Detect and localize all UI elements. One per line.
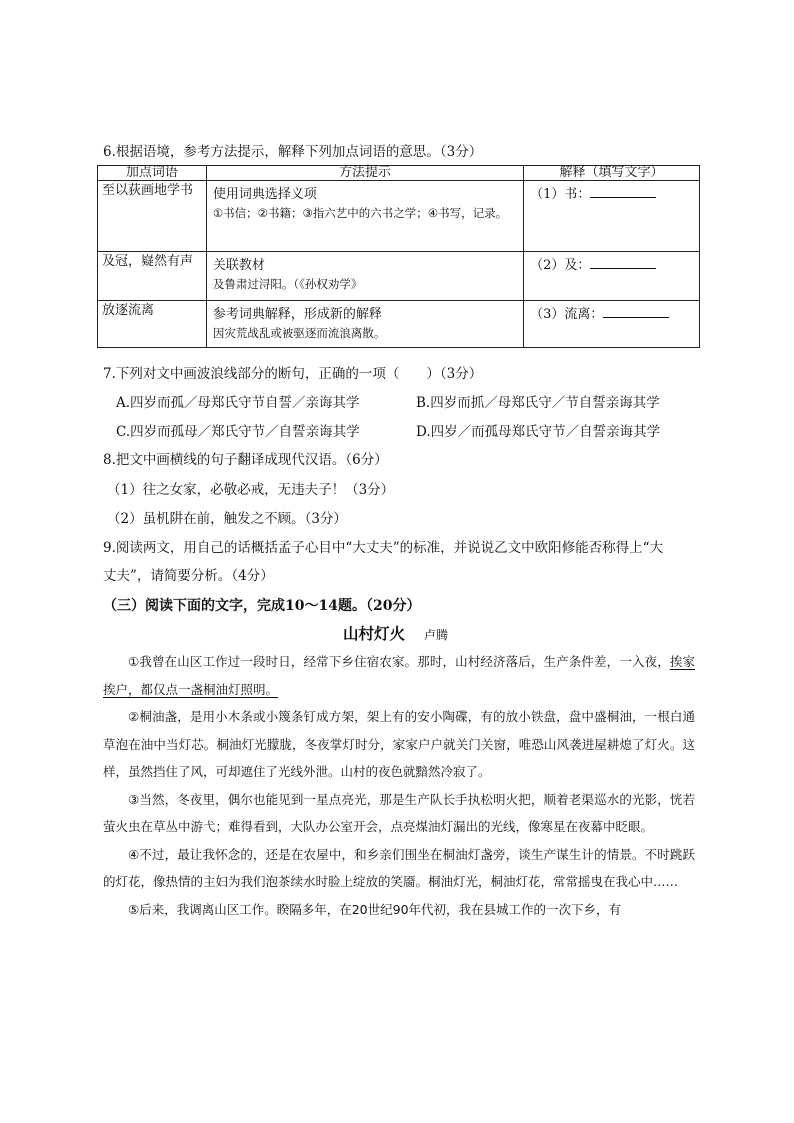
- table-row: [98, 181, 700, 252]
- header-phrase: 加点词语: [98, 166, 207, 181]
- question-8-sentence-2: （2）虽机阱在前，触发之不顾。（3分）: [107, 511, 347, 527]
- answer-blank[interactable]: [590, 185, 656, 198]
- question-9-line-1: 9.阅读两文，用自己的话概括孟子心目中“大丈夫”的标准，并说说乙文中欧阳修能否称得上“大: [103, 540, 664, 556]
- answer-blank[interactable]: [590, 256, 656, 269]
- answer-cell: [528, 252, 695, 276]
- answer-label: （1）书：: [530, 187, 591, 202]
- question-7-prompt: 7.下列对文中画波浪线部分的断句，正确的一项（ ）（3分）: [103, 366, 483, 382]
- vocab-table: [97, 165, 700, 348]
- paragraph-3: ③当然，冬夜里，偶尔也能见到一星点亮光，那是生产队长手执松明火把，顺着老渠巡水的光影，恍若萤火虫在草丛中游弋；难得看到，大队办公室开会，点亮煤油灯漏出的光线，像寒星在夜幕中眨眼。: [103, 791, 695, 834]
- hint-text: 及鲁肃过浔阳。（《孙权劝学》: [212, 277, 363, 291]
- question-9-line-2: 丈夫”，请简要分析。（4分）: [103, 568, 274, 584]
- phrase-cell: 放逐流离: [102, 303, 155, 318]
- paragraph-5: ⑤后来，我调离山区工作。睽隔多年，在20世纪90年代初，我在县城工作的一次下乡，有: [128, 901, 622, 917]
- method-cell: 参考词典解释，形成新的解释: [212, 307, 382, 322]
- phrase-cell: 至以荻画地学书: [102, 183, 194, 198]
- article-body: [103, 648, 695, 923]
- article-author: 卢腾: [424, 628, 449, 642]
- paragraph-2: ②桐油盏，是用小木条或小篾条钉成方架，架上有的安小陶碟，有的放小铁盘，盘中盛桐油，一根白通草泡在油中当灯芯。桐油灯光朦胧，冬夜掌灯时分，家家户户就关门关窗，唯恐山风袭进屋耕熄了灯火。这样，虽然挡住了风，可却遮住了光线外泄。山村的夜色就黯然冷寂了。: [103, 709, 695, 779]
- paragraph-1: [103, 648, 695, 703]
- table-row: [98, 252, 700, 301]
- phrase-cell: 及冠，嶷然有声: [102, 254, 194, 269]
- option-c[interactable]: C.四岁而孤母／郑氏守节／自誓亲诲其学: [116, 424, 360, 440]
- method-cell: 使用词典选择义项: [212, 187, 317, 202]
- hint-text: 因灾荒战乱或被驱逐而流浪离散。: [212, 326, 386, 340]
- answer-label: （2）及：: [530, 258, 591, 273]
- header-method: 方法提示: [206, 166, 523, 181]
- paragraph-4: ④不过，最让我怀念的，还是在农屋中，和乡亲们围坐在桐油灯盏旁，谈生产谋生计的情景。不时跳跃的灯花，像热情的主妇为我们泡茶续水时脸上绽放的笑靥。桐油灯光，桐油灯花，常常摇曳在我心中……: [103, 846, 695, 889]
- option-a[interactable]: A.四岁而孤／母郑氏守节自誓／亲诲其学: [116, 395, 360, 411]
- option-d[interactable]: D.四岁／而孤母郑氏守节／自誓亲诲其学: [416, 424, 661, 440]
- hint-text: ①书信；②书籍；③指六艺中的六书之学；④书写，记录。: [212, 206, 508, 220]
- table-header-row: [98, 166, 700, 181]
- answer-cell: [528, 181, 695, 205]
- answer-blank[interactable]: [603, 305, 669, 318]
- header-answer: 解释（填写文字）: [524, 166, 700, 181]
- question-8-sentence-1: （1）往之女家，必敬必戒，无违夫子！（3分）: [107, 482, 395, 498]
- answer-label: （3）流离：: [530, 307, 604, 322]
- table-row: [98, 301, 700, 348]
- answer-cell: [528, 301, 695, 325]
- question-8-prompt: 8.把文中画横线的句子翻译成现代汉语。（6分）: [103, 452, 388, 468]
- article-title: 山村灯火: [343, 624, 406, 643]
- paragraph-1-text: ①我曾在山区工作过一段时日，经常下乡住宿农家。那时，山村经济落后，生产条件差，一入夜，: [128, 654, 670, 669]
- method-cell: 关联教材: [212, 258, 265, 273]
- option-b[interactable]: B.四岁而抓／母郑氏守／节自誓亲诲其学: [416, 395, 660, 411]
- question-6-prompt: 6.根据语境，参考方法提示，解释下列加点词语的意思。（3分）: [103, 144, 483, 160]
- underlined-sentence: 挨家挨户，都仅点一盏桐油灯照明。: [103, 654, 695, 697]
- section-heading: （三）阅读下面的文字，完成10～14题。（20分）: [103, 598, 421, 614]
